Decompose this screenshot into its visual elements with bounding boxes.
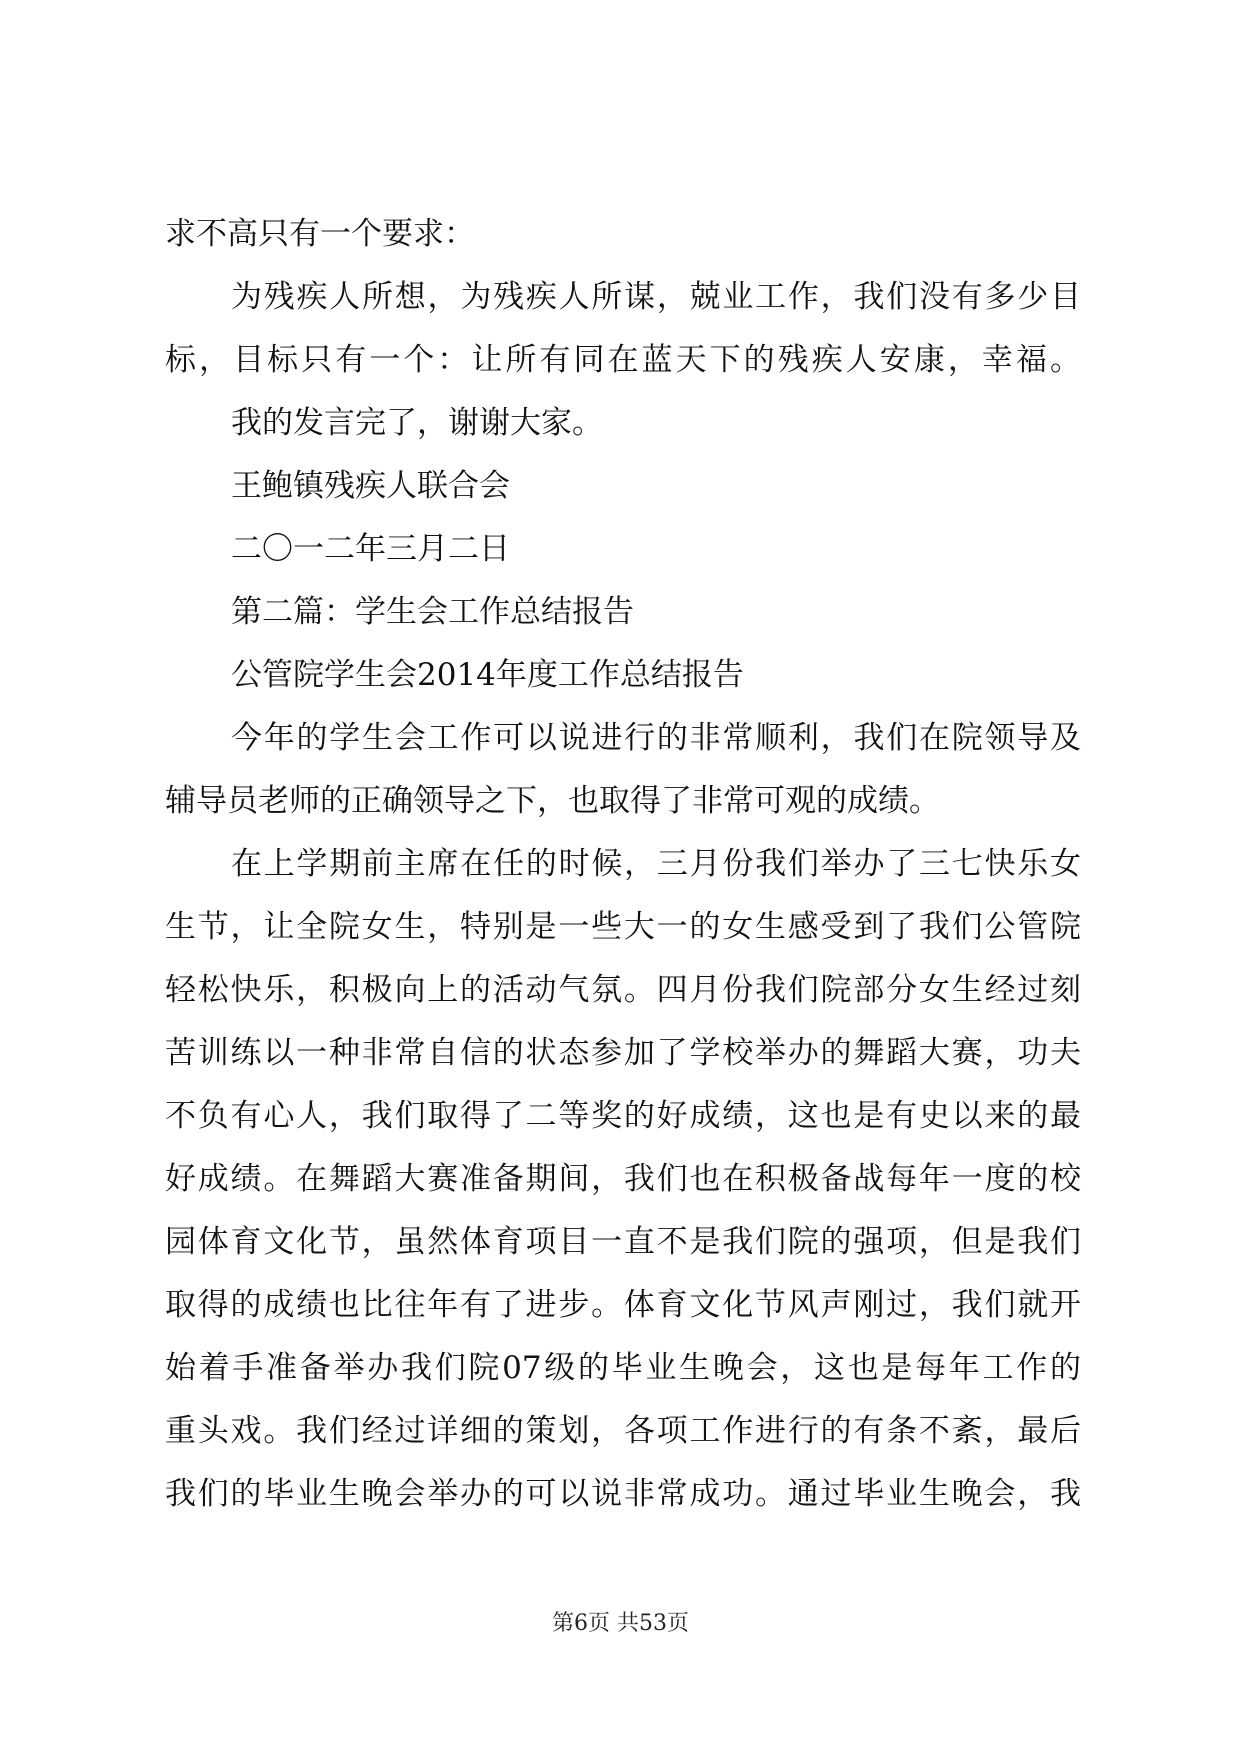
text-line: 不负有心人，我们取得了二等奖的好成绩，这也是有史以来的最 [165,1098,1081,1134]
text-line: 公管院学生会2014年度工作总结报告 [231,657,744,693]
text-line: 王鲍镇残疾人联合会 [231,468,510,504]
text-line: 我的发言完了，谢谢大家。 [231,405,603,441]
text-line: 取得的成绩也比往年有了进步。体育文化节风声刚过，我们就开 [165,1287,1081,1323]
text-line: 第二篇：学生会工作总结报告 [231,594,634,630]
text-line: 轻松快乐，积极向上的活动气氛。四月份我们院部分女生经过刻 [165,972,1081,1008]
text-line: 好成绩。在舞蹈大赛准备期间，我们也在积极备战每年一度的校 [165,1161,1081,1197]
body-text [165,203,1081,1526]
text-line: 苦训练以一种非常自信的状态参加了学校举办的舞蹈大赛，功夫 [165,1035,1081,1071]
page-number-footer: 第6页 共53页 [552,1611,689,1636]
text-line: 为残疾人所想，为残疾人所谋，兢业工作，我们没有多少目 [231,279,1081,315]
text-line: 我们的毕业生晚会举办的可以说非常成功。通过毕业生晚会，我 [165,1476,1081,1512]
text-line: 标，目标只有一个：让所有同在蓝天下的残疾人安康，幸福。 [165,342,1081,378]
text-line: 求不高只有一个要求： [165,216,475,252]
text-line: 二〇一二年三月二日 [231,531,510,567]
text-line: 生节，让全院女生，特别是一些大一的女生感受到了我们公管院 [165,909,1081,945]
text-line: 辅导员老师的正确领导之下，也取得了非常可观的成绩。 [165,783,940,819]
text-line: 始着手准备举办我们院07级的毕业生晚会，这也是每年工作的 [165,1350,1081,1386]
text-line: 园体育文化节，虽然体育项目一直不是我们院的强项，但是我们 [165,1224,1081,1260]
text-line: 在上学期前主席在任的时候，三月份我们举办了三七快乐女 [231,846,1081,882]
text-line: 今年的学生会工作可以说进行的非常顺利，我们在院领导及 [231,720,1081,756]
text-line: 重头戏。我们经过详细的策划，各项工作进行的有条不紊，最后 [165,1413,1081,1449]
